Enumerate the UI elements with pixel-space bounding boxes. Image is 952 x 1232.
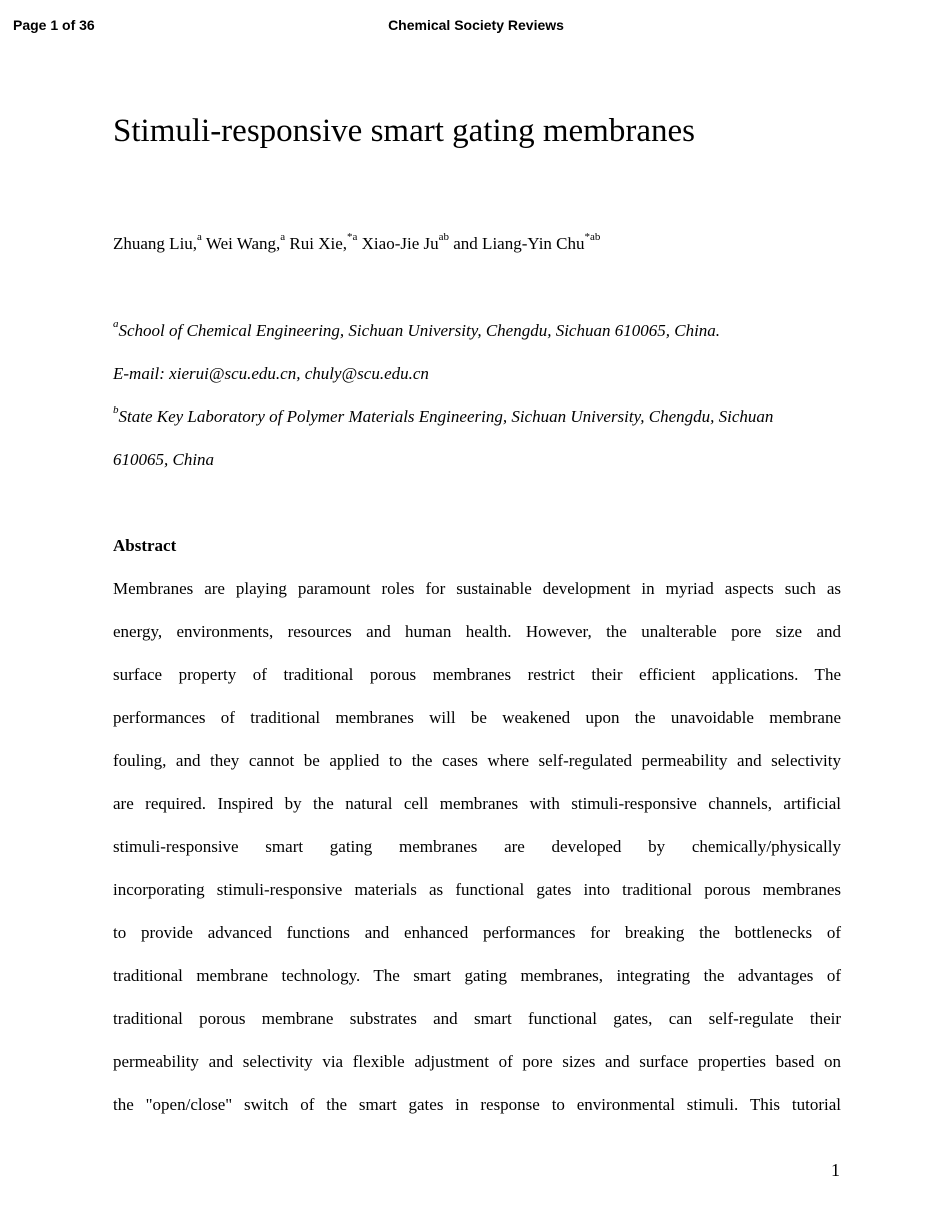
affiliation-text: State Key Laboratory of Polymer Materials Engineering, Sichuan University, Chengdu, Sichuan [118, 407, 774, 426]
affiliation-text: School of Chemical Engineering, Sichuan University, Chengdu, Sichuan 610065, China. [118, 321, 721, 340]
author-affiliation-marker: ab [438, 231, 450, 244]
abstract-line: fouling, and they cannot be applied to the cases where self-regulated permeability and selectivity [113, 751, 841, 770]
abstract-line: permeability and selectivity via flexible adjustment of pore sizes and surface properties based on [113, 1052, 841, 1071]
abstract-line: stimuli-responsive smart gating membranes are developed by chemically/physically [113, 837, 841, 856]
affiliation-marker: b [113, 404, 119, 417]
affiliation-marker: a [113, 318, 119, 331]
page-number: 1 [831, 1160, 840, 1180]
page-counter: Page 1 of 36 [13, 17, 95, 33]
affiliation-a [113, 320, 841, 342]
author-name: Xiao-Jie Ju [361, 234, 439, 253]
abstract-heading: Abstract [113, 536, 177, 555]
abstract-line: are required. Inspired by the natural cell membranes with stimuli-responsive channels, artificial [113, 794, 841, 813]
abstract-line: performances of traditional membranes will be weakened upon the unavoidable membrane [113, 708, 841, 727]
abstract-line: traditional porous membrane substrates and smart functional gates, can self-regulate their [113, 1009, 841, 1028]
abstract-line: the "open/close" switch of the smart gates in response to environmental stimuli. This tutorial [113, 1095, 841, 1114]
abstract-line: to provide advanced functions and enhanced performances for breaking the bottlenecks of [113, 923, 841, 942]
abstract-line: traditional membrane technology. The smart gating membranes, integrating the advantages of [113, 966, 841, 985]
author-affiliation-marker: *ab [584, 231, 601, 244]
abstract-line: surface property of traditional porous membranes restrict their efficient applications. The [113, 665, 841, 684]
abstract-line: energy, environments, resources and human health. However, the unalterable pore size and [113, 622, 841, 641]
author-affiliation-marker: a [197, 231, 202, 244]
author-name: and Liang-Yin Chu [453, 234, 585, 253]
author-affiliation-marker: a [280, 231, 286, 244]
paper-title: Stimuli-responsive smart gating membranes [113, 113, 695, 149]
author-name: Wei Wang, [205, 234, 281, 253]
affiliation-b [113, 406, 841, 428]
email-line: E-mail: xierui@scu.edu.cn, chuly@scu.edu.cn [113, 364, 429, 383]
abstract-line: Membranes are playing paramount roles for sustainable development in myriad aspects such as [113, 579, 841, 598]
author-affiliation-marker: *a [347, 231, 358, 244]
author-name: Zhuang Liu, [113, 234, 198, 253]
author-name: Rui Xie, [289, 234, 348, 253]
journal-name: Chemical Society Reviews [388, 17, 564, 33]
author-list [113, 231, 601, 254]
abstract-line: incorporating stimuli-responsive materials as functional gates into traditional porous membranes [113, 880, 841, 899]
affiliation-b-continued: 610065, China [113, 450, 215, 469]
